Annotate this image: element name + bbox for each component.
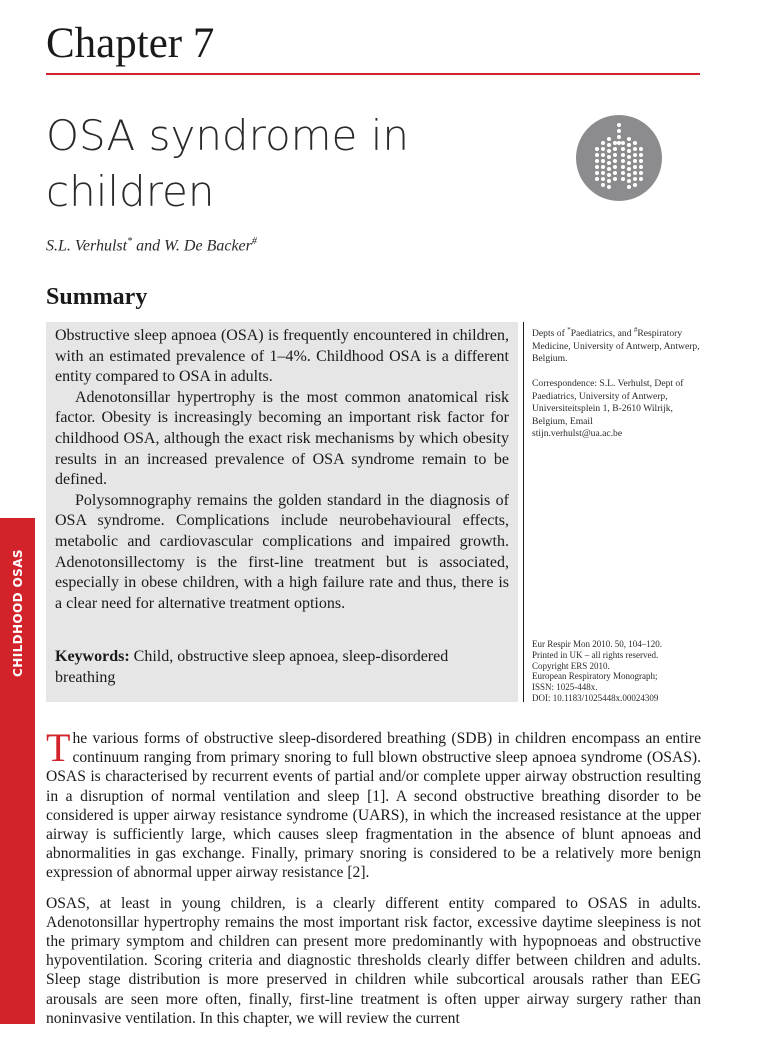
citation-line-3: Copyright ERS 2010. <box>532 660 610 671</box>
logo-dot <box>627 137 631 141</box>
logo-dot <box>621 153 625 157</box>
logo-dot <box>607 179 611 183</box>
drop-cap: T <box>46 725 71 770</box>
body-text <box>46 725 701 1039</box>
logo-dot <box>627 167 631 171</box>
logo-dot <box>633 141 637 145</box>
logo-dot <box>595 159 599 163</box>
logo-dot <box>607 155 611 159</box>
logo-dot <box>621 177 625 181</box>
logo-dot <box>595 177 599 181</box>
author-2: W. De Backer <box>164 237 252 255</box>
logo-dot <box>633 147 637 151</box>
summary-paragraph-3: Polysomnography remains the golden standard in the diagnosis of OSA syndrome. Complications include neurobehavioural effects, metabolic and cardiovascular complications and impaired growth. Adenotonsillectomy is the first-line treatment but is associated, especially in obese children, with a high failure rate and thus, there is a clear need for alternative treatment options. <box>55 491 509 612</box>
logo-dot <box>621 147 625 151</box>
chapter-rule <box>46 73 700 75</box>
citation-line-4: European Respiratory Monograph; <box>532 671 658 682</box>
author-1: S.L. Verhulst <box>46 237 128 255</box>
chapter-number: Chapter 7 <box>46 20 215 67</box>
authors <box>46 231 257 257</box>
logo-dot <box>607 167 611 171</box>
logo-dot <box>621 141 625 145</box>
logo-dot <box>639 171 643 175</box>
citation-line-6: DOI: 10.1183/1025448x.00024309 <box>532 692 659 703</box>
dept-b: Respiratory Medicine, University of Antwerp, Antwerp, Belgium. <box>532 328 700 365</box>
citation-line-1: Eur Respir Mon 2010. 50, 104–120. <box>532 639 662 649</box>
citation-block <box>532 639 710 704</box>
logo-dot <box>607 185 611 189</box>
logo-dot <box>627 149 631 153</box>
logo-dot <box>639 177 643 181</box>
logo-dot <box>617 123 621 127</box>
logo-dot <box>617 129 621 133</box>
body-paragraph-1 <box>46 725 701 883</box>
body-paragraph-2: OSAS, at least in young children, is a clearly different entity compared to OSAS in adults. Adenotonsillar hypertrophy remains the most important risk factor, excessive daytime sleepiness is not the primary symptom and children can present more predominantly with hypopnoeas and obstructive hypoventilation. Scoring criteria and diagnostic thresholds clearly differ between children and adults. Sleep stage distribution is more preserved in children while subcortical arousals rather than EEG arousals are seen more often, finally, first-line treatment is often upper airway surgery rather than noninvasive ventilation. In this chapter, we will review the current <box>46 894 701 1027</box>
summary-paragraph-2: Adenotonsillar hypertrophy is the most common anatomical risk factor. Obesity is increasingly becoming an important risk factor for childhood OSA, although the exact risk mechanisms by which obesity results in an increased prevalence of OSA syndrome remain to be defined. <box>55 388 509 489</box>
logo-dot <box>627 161 631 165</box>
logo-dot <box>627 185 631 189</box>
logo-dot <box>613 153 617 157</box>
author-2-mark: # <box>251 236 257 247</box>
depts-prefix: Depts of <box>532 328 565 340</box>
logo-dot <box>633 177 637 181</box>
logo-dot <box>627 179 631 183</box>
keywords <box>55 647 509 688</box>
dept-b-mark: # <box>633 326 638 334</box>
author-conjunction: and <box>136 237 161 255</box>
logo-dot <box>601 159 605 163</box>
logo-dot <box>633 171 637 175</box>
logo-dot <box>639 159 643 163</box>
summary-text <box>55 326 509 614</box>
logo-dot <box>613 171 617 175</box>
correspondence-email[interactable]: stijn.verhulst@ua.ac.be <box>532 428 623 440</box>
logo-dot <box>639 153 643 157</box>
logo-dot <box>601 153 605 157</box>
logo-dot <box>617 135 621 139</box>
logo-dot <box>607 173 611 177</box>
sidebar-divider <box>523 322 524 702</box>
correspondence-block <box>532 378 710 441</box>
logo-dot <box>601 141 605 145</box>
logo-dot <box>627 143 631 147</box>
author-1-mark: * <box>127 236 133 247</box>
section-side-tab <box>0 518 35 1024</box>
summary-paragraph-1: Obstructive sleep apnoea (OSA) is frequently encountered in children, with an estimated prevalence of 1–4%. Childhood OSA is a different entity compared to OSA in adults. <box>55 327 509 386</box>
keywords-text: Child, obstructive sleep apnoea, sleep-disordered breathing <box>55 648 449 686</box>
affiliations <box>532 324 710 366</box>
logo-dot <box>613 165 617 169</box>
logo-dot <box>621 159 625 163</box>
logo-dot <box>595 165 599 169</box>
logo-dot <box>613 177 617 181</box>
section-side-tab-label: CHILDHOOD OSAS <box>10 549 25 677</box>
dept-a-mark: * <box>567 326 571 334</box>
citation-line-2: Printed in UK – all rights reserved. <box>532 649 659 660</box>
dept-a: Paediatrics, and <box>570 328 632 340</box>
logo-dot <box>595 171 599 175</box>
logo-dot <box>595 147 599 151</box>
chapter-title-line-1: OSA syndrome in <box>46 111 410 160</box>
logo-dot <box>607 143 611 147</box>
logo-dot <box>595 153 599 157</box>
logo-dot <box>617 141 621 145</box>
logo-dot <box>627 173 631 177</box>
logo-dot <box>627 155 631 159</box>
logo-dot <box>613 147 617 151</box>
logo-dot <box>639 165 643 169</box>
logo-dot <box>613 141 617 145</box>
logo-dot <box>601 177 605 181</box>
ers-lungs-logo-icon <box>576 115 662 201</box>
logo-dot <box>601 171 605 175</box>
logo-dot <box>639 147 643 151</box>
correspondence: Correspondence: S.L. Verhulst, Dept of Paediatrics, University of Antwerp, Universiteitsplein 1, B-2610 Wilrijk, Belgium, Email <box>532 378 684 427</box>
logo-dot <box>621 171 625 175</box>
chapter-title <box>46 108 526 220</box>
logo-dot <box>633 159 637 163</box>
logo-dot <box>607 137 611 141</box>
logo-dot <box>633 183 637 187</box>
logo-dot <box>601 165 605 169</box>
logo-dot <box>621 165 625 169</box>
logo-dot <box>607 149 611 153</box>
citation-line-5: ISSN: 1025-448x. <box>532 682 598 693</box>
chapter-title-line-2: children <box>46 167 215 216</box>
logo-dot <box>607 161 611 165</box>
body-paragraph-1-text: he various forms of obstructive sleep-disordered breathing (SDB) in children encompass an entire continuum ranging from primary snoring to full blown obstructive sleep apnoea syndrome (OSAS). OSAS is characterised by recurrent events of partial and/or complete upper airway obstruction resulting in a disruption of normal ventilation and sleep [1]. A second obstructive breathing disorder to be considered is upper airway resistance syndrome (UARS), in which the increased resistance at the upper airway is sufficiently large, which causes sleep fragmentation in the absence of blunt apnoeas and abnormalities in gas exchange. Finally, primary snoring is considered to be a relatively more benign expression of abnormal upper airway resistance [2]. <box>46 730 701 882</box>
logo-dot <box>633 165 637 169</box>
keywords-label: Keywords: <box>55 648 130 665</box>
logo-dot <box>601 183 605 187</box>
logo-dot <box>613 159 617 163</box>
summary-heading: Summary <box>46 284 148 310</box>
logo-dot <box>633 153 637 157</box>
logo-dot <box>601 147 605 151</box>
